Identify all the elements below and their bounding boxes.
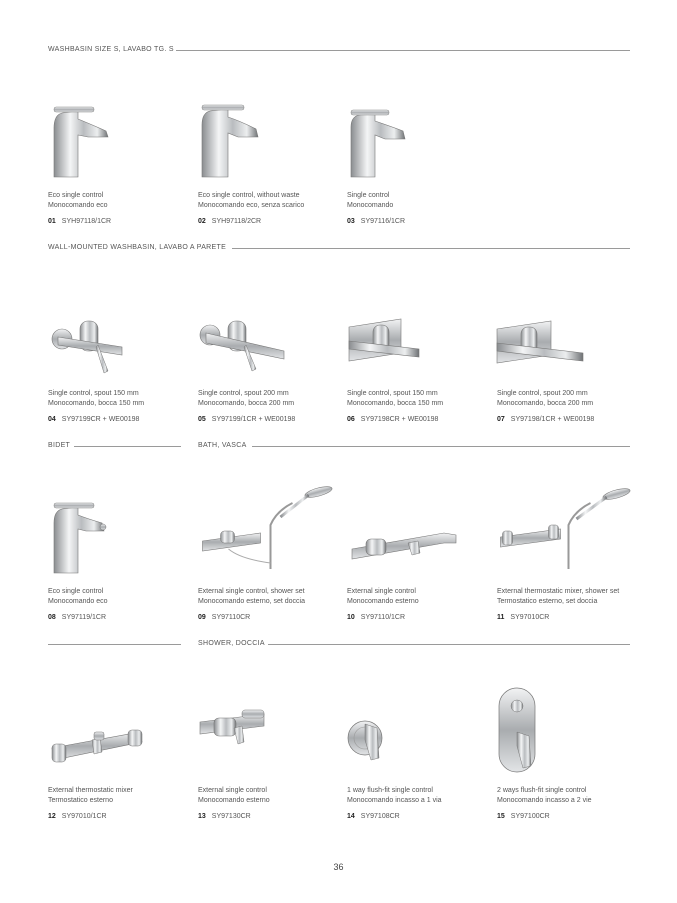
product-number: 06 bbox=[347, 416, 355, 423]
product-12 bbox=[48, 688, 193, 858]
product-desc-it: Monocomando, bocca 200 mm bbox=[497, 400, 594, 407]
wall-mixer-icon bbox=[198, 291, 288, 381]
product-code: SY97130CR bbox=[211, 813, 251, 820]
product-14 bbox=[347, 688, 492, 858]
product-02 bbox=[198, 93, 343, 263]
product-number: 10 bbox=[347, 614, 355, 621]
bath-mixer-icon bbox=[347, 489, 459, 579]
product-06 bbox=[347, 291, 492, 461]
product-desc-it: Monocomando eco bbox=[48, 202, 108, 209]
product-desc-it: Monocomando, bocca 200 mm bbox=[198, 400, 295, 407]
section-label: WALL-MOUNTED WASHBASIN, LAVABO A PARETE bbox=[48, 244, 227, 251]
product-desc-en: Single control bbox=[347, 192, 390, 199]
product-desc-it: Monocomando eco bbox=[48, 598, 108, 605]
product-code: SY97119/1CR bbox=[61, 614, 107, 621]
product-desc-en: External single control bbox=[347, 588, 416, 595]
product-desc-en: Eco single control, without waste bbox=[198, 192, 300, 199]
product-desc-en: Single control, spout 150 mm bbox=[347, 390, 438, 397]
product-desc-en: 1 way flush-fit single control bbox=[347, 787, 433, 794]
product-code: SYH97118/2CR bbox=[211, 218, 262, 225]
basin-mixer-icon bbox=[347, 93, 437, 183]
product-desc-en: External single control, shower set bbox=[198, 588, 305, 595]
product-desc-en: Single control, spout 200 mm bbox=[497, 390, 588, 397]
product-10 bbox=[347, 489, 492, 659]
product-number: 08 bbox=[48, 614, 56, 621]
product-03 bbox=[347, 93, 492, 263]
product-desc-en: Eco single control bbox=[48, 588, 104, 595]
basin-mixer-icon bbox=[48, 93, 138, 183]
product-desc-en: External thermostatic mixer, shower set bbox=[497, 588, 620, 595]
product-desc-en: Single control, spout 200 mm bbox=[198, 390, 289, 397]
product-number: 15 bbox=[497, 813, 505, 820]
flush-fit-2way-icon bbox=[497, 688, 587, 778]
product-code: SY97110/1CR bbox=[360, 614, 406, 621]
section-label: BIDET bbox=[48, 442, 71, 449]
section-label: SHOWER, DOCCIA bbox=[198, 640, 265, 647]
wall-mixer-icon bbox=[48, 291, 138, 381]
product-desc-it: Monocomando, bocca 150 mm bbox=[48, 400, 145, 407]
product-07 bbox=[497, 291, 642, 461]
product-number: 04 bbox=[48, 416, 56, 423]
product-code: SY97110CR bbox=[211, 614, 251, 621]
wall-mixer-plate-icon bbox=[347, 291, 437, 381]
product-11 bbox=[497, 489, 642, 659]
product-desc-en: 2 ways flush-fit single control bbox=[497, 787, 587, 794]
product-desc-it: Monocomando eco, senza scarico bbox=[198, 202, 305, 209]
product-number: 07 bbox=[497, 416, 505, 423]
wall-mixer-plate-icon bbox=[497, 291, 587, 381]
product-code: SY97198CR + WE00198 bbox=[360, 416, 439, 423]
product-desc-it: Monocomando esterno bbox=[347, 598, 419, 605]
flush-fit-1way-icon bbox=[347, 688, 437, 778]
product-13 bbox=[198, 688, 343, 858]
page-number: 36 bbox=[333, 862, 344, 872]
product-number: 02 bbox=[198, 218, 206, 225]
product-number: 12 bbox=[48, 813, 56, 820]
product-code: SY97108CR bbox=[360, 813, 400, 820]
product-desc-it: Monocomando bbox=[347, 202, 394, 209]
product-code: SYH97118/1CR bbox=[61, 218, 112, 225]
product-number: 01 bbox=[48, 218, 56, 225]
product-number: 14 bbox=[347, 813, 355, 820]
product-code: SY97199/1CR + WE00198 bbox=[211, 416, 296, 423]
product-number: 05 bbox=[198, 416, 206, 423]
product-number: 03 bbox=[347, 218, 355, 225]
product-number: 13 bbox=[198, 813, 206, 820]
product-number: 09 bbox=[198, 614, 206, 621]
section-label: BATH, VASCA bbox=[198, 442, 247, 449]
product-desc-it: Monocomando incasso a 1 via bbox=[347, 797, 442, 804]
section-washbasin bbox=[48, 45, 630, 57]
product-code: SY97199CR + WE00198 bbox=[61, 416, 140, 423]
basin-mixer-icon bbox=[198, 93, 288, 183]
product-code: SY97010/1CR bbox=[61, 813, 107, 820]
product-desc-it: Termostatico esterno bbox=[48, 797, 113, 804]
bath-thermostatic-set-icon bbox=[497, 489, 630, 579]
product-desc-it: Monocomando esterno, set doccia bbox=[198, 598, 306, 605]
bidet-mixer-icon bbox=[48, 489, 138, 579]
section-label: WASHBASIN SIZE S, LAVABO TG. S bbox=[48, 46, 174, 53]
product-04 bbox=[48, 291, 193, 461]
bath-shower-set-icon bbox=[198, 489, 333, 579]
product-15 bbox=[497, 688, 642, 858]
product-desc-it: Monocomando, bocca 150 mm bbox=[347, 400, 444, 407]
product-08 bbox=[48, 489, 193, 659]
product-code: SY97100CR bbox=[510, 813, 550, 820]
shower-mixer-icon bbox=[198, 688, 288, 778]
product-desc-en: External single control bbox=[198, 787, 267, 794]
product-code: SY97116/1CR bbox=[360, 218, 406, 225]
product-desc-en: External thermostatic mixer bbox=[48, 787, 133, 794]
product-number: 11 bbox=[497, 614, 505, 621]
product-desc-it: Termostatico esterno, set doccia bbox=[497, 598, 598, 605]
product-01 bbox=[48, 93, 193, 263]
product-desc-en: Single control, spout 150 mm bbox=[48, 390, 139, 397]
product-desc-it: Monocomando incasso a 2 vie bbox=[497, 797, 592, 804]
product-05 bbox=[198, 291, 343, 461]
product-code: SY97198/1CR + WE00198 bbox=[510, 416, 595, 423]
product-desc-en: Eco single control bbox=[48, 192, 104, 199]
divider bbox=[176, 50, 630, 51]
product-code: SY97010CR bbox=[510, 614, 550, 621]
thermostatic-mixer-icon bbox=[48, 688, 148, 778]
product-09 bbox=[198, 489, 343, 659]
product-desc-it: Monocomando esterno bbox=[198, 797, 270, 804]
